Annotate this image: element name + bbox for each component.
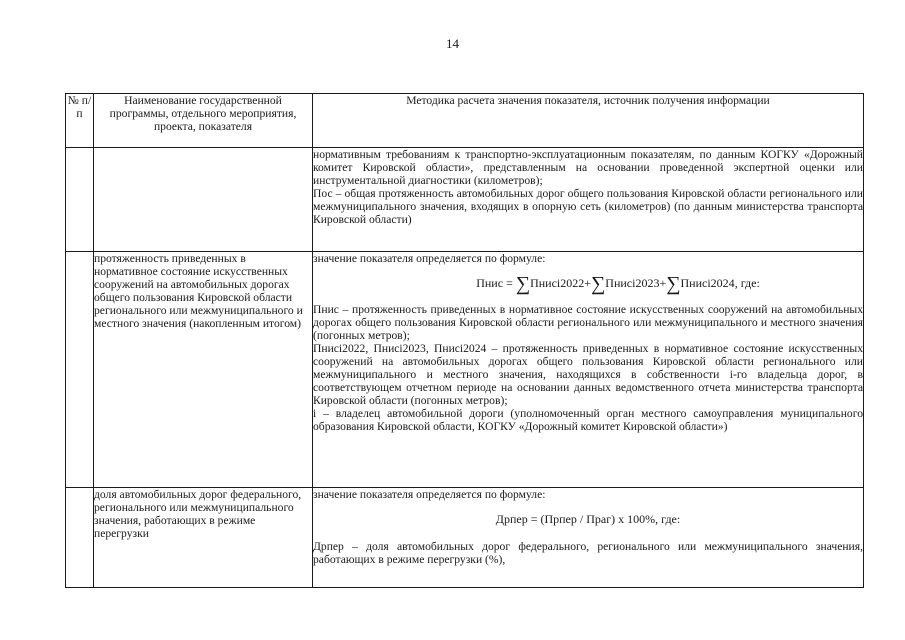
method-text: Пос – общая протяженность автомобильных дорог общего пользования Кировской области регионального или межмуниципального значения, входящих в опорную сеть (километров) (по данным министерства транспорта Кировской области)	[313, 187, 863, 226]
sigma-symbol: ∑	[515, 273, 531, 295]
formula	[313, 265, 863, 303]
formula-intro: значение показателя определяется по формуле:	[313, 488, 546, 501]
table-row	[66, 488, 864, 588]
formula-term: Пнисi2023	[605, 276, 660, 290]
cell-num	[66, 252, 94, 488]
definition-text: i – владелец автомобильной дороги (уполномоченный орган местного самоуправления муниципального образования Кировской области, КОГКУ «Дорожный комитет Кировской области»)	[313, 407, 863, 433]
cell-name	[94, 148, 313, 252]
cell-num	[66, 488, 94, 588]
formula-tail: , где:	[734, 276, 760, 290]
formula-intro: значение показателя определяется по формулe:	[313, 252, 546, 265]
definition-text: Дрпер – доля автомобильных дорог федерального, регионального или межмуниципального значения, работающих в режиме перегрузки (%),	[313, 540, 863, 566]
formula-lhs: Пнис =	[476, 276, 513, 290]
cell-name: доля автомобильных дорог федерального, регионального или межмуниципального значения, работающих в режиме перегрузки	[94, 488, 313, 588]
methodology-table	[65, 93, 864, 588]
table-row	[66, 148, 864, 252]
table-header-row	[66, 94, 864, 148]
sigma-symbol: ∑	[666, 273, 681, 295]
formula-term: Пнисi2024	[680, 276, 735, 290]
header-name: Наименование государственной программы, отдельного мероприятия, проекта, показателя	[94, 94, 313, 148]
header-num: № п/п	[66, 94, 94, 148]
cell-method	[313, 488, 864, 588]
definition-text: Пнис – протяженность приведенных в нормативное состояние искусственных сооружений на автомобильных дорогах общего пользования Кировской области регионального или межмуниципального и местного значения (погонных метров);	[313, 303, 863, 342]
cell-num	[66, 148, 94, 252]
definition-text: Пнисi2022, Пнисi2023, Пнисi2024 – протяженность приведенных в нормативное состояние искусственных сооружений на автомобильных дорогах общего пользования Кировской области регионального или межмуниципального и местного значения, находящихся в собственности i-го владельца дорог, в соответствующем отчетном периоде на основании данных ведомственного отчета министерства транспорта Кировской области (погонных метров);	[313, 342, 863, 407]
cell-name: протяженность приведенных в нормативное состояние искусственных сооружений на автомобильных дорогах общего пользования Кировской области регионального или межмуниципального и местного значения (накопленным итогом)	[94, 252, 313, 488]
table-row	[66, 252, 864, 488]
formula-term: Пнисi2022	[530, 276, 585, 290]
cell-method	[313, 148, 864, 252]
sigma-symbol: ∑	[591, 273, 606, 295]
formula: Дрпер = (Прпер / Праг) x 100%, где:	[495, 512, 681, 526]
cell-method	[313, 252, 864, 488]
header-method: Методика расчета значения показателя, источник получения информации	[313, 94, 864, 148]
formula-plus: +	[659, 276, 667, 290]
formula-plus: +	[584, 276, 592, 290]
page-number: 14	[446, 36, 459, 51]
method-text: нормативным требованиям к транспортно-эксплуатационным показателям, по данным КОГКУ «Дорожный комитет Кировской области», представленным на основании проведенной экспертной оценки или инструментальной диагностики (километров);	[313, 148, 863, 187]
